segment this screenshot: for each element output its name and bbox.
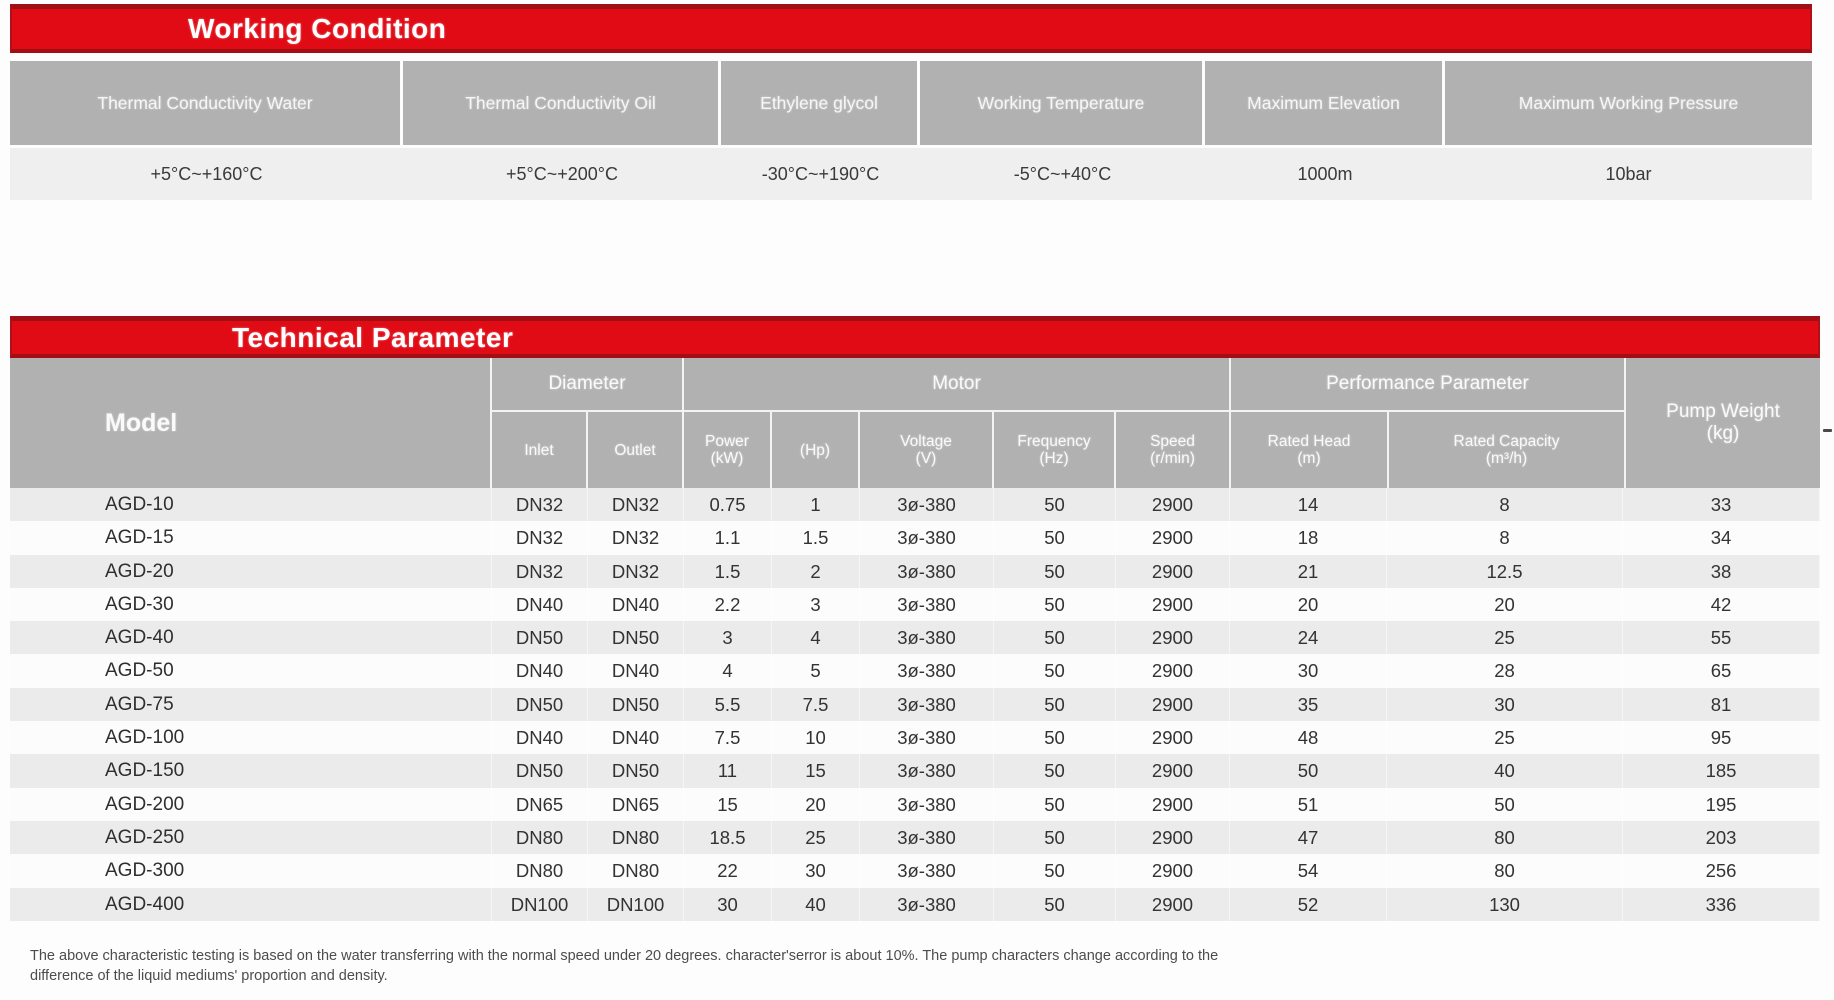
frequency_hz-cell: 50 bbox=[994, 821, 1116, 854]
rated_capacity_m3h-cell: 130 bbox=[1387, 888, 1623, 921]
rated_capacity_m3h-cell: 8 bbox=[1387, 488, 1623, 521]
rated_head_m-cell: 30 bbox=[1230, 654, 1387, 687]
outlet-cell: DN50 bbox=[588, 688, 684, 721]
speed_rpm-cell: 2900 bbox=[1116, 821, 1230, 854]
speed_rpm-cell: 2900 bbox=[1116, 488, 1230, 521]
diameter-group bbox=[492, 358, 682, 488]
technical-parameter-title: Technical Parameter bbox=[10, 316, 1820, 358]
rated_head_m-cell: 48 bbox=[1230, 721, 1387, 754]
power_kw-cell: 5.5 bbox=[684, 688, 772, 721]
pump_weight_kg-cell: 65 bbox=[1623, 654, 1820, 687]
wc-column-header: Ethylene glycol bbox=[721, 61, 917, 145]
power_kw-cell: 22 bbox=[684, 854, 772, 887]
table-row-AGD-10 bbox=[10, 488, 1820, 521]
speed_rpm-cell: 2900 bbox=[1116, 521, 1230, 554]
voltage-column-header: Voltage (V) bbox=[900, 433, 952, 467]
frequency-column-header: Frequency (Hz) bbox=[1017, 433, 1091, 467]
model-cell: AGD-40 bbox=[10, 621, 492, 654]
outlet-column-header: Outlet bbox=[614, 441, 656, 459]
working-condition-title: Working Condition bbox=[10, 4, 1812, 53]
hp-cell: 4 bbox=[772, 621, 860, 654]
model-column-header: Model bbox=[105, 408, 178, 437]
frequency_hz-cell: 50 bbox=[994, 488, 1116, 521]
model-cell: AGD-300 bbox=[10, 854, 492, 887]
speed_rpm-cell: 2900 bbox=[1116, 854, 1230, 887]
speed_rpm-cell: 2900 bbox=[1116, 588, 1230, 621]
table-row-AGD-50 bbox=[10, 654, 1820, 687]
rated_capacity_m3h-cell: 28 bbox=[1387, 654, 1623, 687]
voltage_v-cell: 3ø-380 bbox=[860, 621, 994, 654]
power_kw-cell: 30 bbox=[684, 888, 772, 921]
rated_capacity_m3h-cell: 25 bbox=[1387, 721, 1623, 754]
power_kw-cell: 15 bbox=[684, 788, 772, 821]
frequency_hz-cell: 50 bbox=[994, 555, 1116, 588]
wc-value-cell: -5°C~+40°C bbox=[1013, 163, 1112, 184]
hp-cell: 15 bbox=[772, 754, 860, 787]
inlet-cell: DN40 bbox=[492, 721, 588, 754]
technical-parameter-table bbox=[10, 316, 1820, 921]
voltage_v-cell: 3ø-380 bbox=[860, 821, 994, 854]
pump_weight_kg-cell: 38 bbox=[1623, 555, 1820, 588]
power_kw-cell: 18.5 bbox=[684, 821, 772, 854]
footnote bbox=[30, 946, 1430, 986]
rated_capacity_m3h-cell: 20 bbox=[1387, 588, 1623, 621]
motor-group bbox=[684, 358, 1229, 488]
rated_head_m-cell: 20 bbox=[1230, 588, 1387, 621]
wc-column-header: Thermal Conductivity Oil bbox=[403, 61, 718, 145]
inlet-cell: DN40 bbox=[492, 654, 588, 687]
wc-value-cell: 1000m bbox=[1297, 163, 1353, 184]
wc-value-cell: +5°C~+200°C bbox=[506, 163, 618, 184]
table-row-AGD-30 bbox=[10, 588, 1820, 621]
hp-column-header: (Hp) bbox=[799, 441, 831, 459]
rated_head_m-cell: 35 bbox=[1230, 688, 1387, 721]
model-cell: AGD-15 bbox=[10, 521, 492, 554]
rated_capacity_m3h-cell: 8 bbox=[1387, 521, 1623, 554]
scan-artifact-dash bbox=[1823, 429, 1832, 432]
outlet-cell: DN32 bbox=[588, 521, 684, 554]
technical-parameter-header bbox=[10, 358, 1820, 488]
inlet-cell: DN32 bbox=[492, 488, 588, 521]
working-condition-header-row bbox=[10, 61, 1812, 145]
voltage_v-cell: 3ø-380 bbox=[860, 688, 994, 721]
table-row-AGD-40 bbox=[10, 621, 1820, 654]
rated-capacity-column-header: Rated Capacity (m³/h) bbox=[1453, 433, 1560, 467]
model-cell: AGD-50 bbox=[10, 654, 492, 687]
model-cell: AGD-400 bbox=[10, 888, 492, 921]
pump_weight_kg-cell: 203 bbox=[1623, 821, 1820, 854]
speed_rpm-cell: 2900 bbox=[1116, 555, 1230, 588]
rated_head_m-cell: 54 bbox=[1230, 854, 1387, 887]
model-cell: AGD-30 bbox=[10, 588, 492, 621]
technical-rows bbox=[10, 488, 1820, 921]
pump-weight-column-header: Pump Weight (kg) bbox=[1666, 401, 1780, 444]
voltage_v-cell: 3ø-380 bbox=[860, 521, 994, 554]
frequency_hz-cell: 50 bbox=[994, 788, 1116, 821]
voltage_v-cell: 3ø-380 bbox=[860, 555, 994, 588]
power_kw-cell: 3 bbox=[684, 621, 772, 654]
footnote-line-1: The above characteristic testing is based on the water transferring with the normal speed under 20 degrees. character'serror is about 10%. The pump characters change according to the bbox=[30, 948, 1219, 964]
outlet-cell: DN80 bbox=[588, 821, 684, 854]
rated_capacity_m3h-cell: 80 bbox=[1387, 821, 1623, 854]
inlet-column-header: Inlet bbox=[524, 441, 554, 459]
voltage_v-cell: 3ø-380 bbox=[860, 654, 994, 687]
table-row-AGD-150 bbox=[10, 754, 1820, 787]
pump_weight_kg-cell: 185 bbox=[1623, 754, 1820, 787]
rated_head_m-cell: 47 bbox=[1230, 821, 1387, 854]
table-row-AGD-250 bbox=[10, 821, 1820, 854]
pump_weight_kg-cell: 95 bbox=[1623, 721, 1820, 754]
outlet-cell: DN32 bbox=[588, 555, 684, 588]
hp-cell: 10 bbox=[772, 721, 860, 754]
rated_head_m-cell: 24 bbox=[1230, 621, 1387, 654]
frequency_hz-cell: 50 bbox=[994, 854, 1116, 887]
performance-group-label: Performance Parameter bbox=[1231, 358, 1624, 412]
rated_capacity_m3h-cell: 30 bbox=[1387, 688, 1623, 721]
inlet-cell: DN65 bbox=[492, 788, 588, 821]
speed_rpm-cell: 2900 bbox=[1116, 888, 1230, 921]
outlet-cell: DN80 bbox=[588, 854, 684, 887]
hp-cell: 40 bbox=[772, 888, 860, 921]
hp-cell: 2 bbox=[772, 555, 860, 588]
rated_capacity_m3h-cell: 50 bbox=[1387, 788, 1623, 821]
model-cell: AGD-20 bbox=[10, 555, 492, 588]
rated_head_m-cell: 14 bbox=[1230, 488, 1387, 521]
table-row-AGD-20 bbox=[10, 555, 1820, 588]
frequency_hz-cell: 50 bbox=[994, 588, 1116, 621]
power_kw-cell: 0.75 bbox=[684, 488, 772, 521]
power_kw-cell: 1.5 bbox=[684, 555, 772, 588]
outlet-cell: DN50 bbox=[588, 621, 684, 654]
inlet-cell: DN32 bbox=[492, 555, 588, 588]
outlet-cell: DN65 bbox=[588, 788, 684, 821]
outlet-cell: DN32 bbox=[588, 488, 684, 521]
speed_rpm-cell: 2900 bbox=[1116, 621, 1230, 654]
voltage_v-cell: 3ø-380 bbox=[860, 854, 994, 887]
inlet-cell: DN80 bbox=[492, 854, 588, 887]
speed_rpm-cell: 2900 bbox=[1116, 754, 1230, 787]
footnote-line-2: difference of the liquid mediums' proportion and density. bbox=[30, 968, 388, 984]
wc-column-header: Maximum Working Pressure bbox=[1445, 61, 1812, 145]
voltage_v-cell: 3ø-380 bbox=[860, 488, 994, 521]
inlet-cell: DN50 bbox=[492, 688, 588, 721]
outlet-cell: DN40 bbox=[588, 588, 684, 621]
motor-group-label: Motor bbox=[684, 358, 1229, 412]
voltage_v-cell: 3ø-380 bbox=[860, 788, 994, 821]
power_kw-cell: 2.2 bbox=[684, 588, 772, 621]
diameter-group-label: Diameter bbox=[492, 358, 682, 412]
outlet-cell: DN40 bbox=[588, 654, 684, 687]
model-cell: AGD-10 bbox=[10, 488, 492, 521]
pump_weight_kg-cell: 42 bbox=[1623, 588, 1820, 621]
speed_rpm-cell: 2900 bbox=[1116, 721, 1230, 754]
inlet-cell: DN32 bbox=[492, 521, 588, 554]
power_kw-cell: 7.5 bbox=[684, 721, 772, 754]
power_kw-cell: 4 bbox=[684, 654, 772, 687]
speed_rpm-cell: 2900 bbox=[1116, 688, 1230, 721]
power-column-header: Power (kW) bbox=[705, 433, 749, 467]
model-cell: AGD-75 bbox=[10, 688, 492, 721]
speed-column-header: Speed (r/min) bbox=[1150, 433, 1195, 467]
working-condition-table bbox=[10, 4, 1812, 200]
inlet-cell: DN80 bbox=[492, 821, 588, 854]
hp-cell: 5 bbox=[772, 654, 860, 687]
hp-cell: 7.5 bbox=[772, 688, 860, 721]
table-row-AGD-400 bbox=[10, 888, 1820, 921]
table-row-AGD-15 bbox=[10, 521, 1820, 554]
hp-cell: 25 bbox=[772, 821, 860, 854]
wc-value-cell: -30°C~+190°C bbox=[761, 163, 880, 184]
pump_weight_kg-cell: 81 bbox=[1623, 688, 1820, 721]
hp-cell: 1 bbox=[772, 488, 860, 521]
rated_head_m-cell: 51 bbox=[1230, 788, 1387, 821]
speed_rpm-cell: 2900 bbox=[1116, 654, 1230, 687]
wc-column-header: Maximum Elevation bbox=[1205, 61, 1442, 145]
working-condition-values-row bbox=[10, 148, 1812, 200]
rated_capacity_m3h-cell: 25 bbox=[1387, 621, 1623, 654]
frequency_hz-cell: 50 bbox=[994, 754, 1116, 787]
hp-cell: 30 bbox=[772, 854, 860, 887]
performance-group bbox=[1231, 358, 1624, 488]
frequency_hz-cell: 50 bbox=[994, 521, 1116, 554]
frequency_hz-cell: 50 bbox=[994, 888, 1116, 921]
rated_head_m-cell: 50 bbox=[1230, 754, 1387, 787]
frequency_hz-cell: 50 bbox=[994, 688, 1116, 721]
outlet-cell: DN50 bbox=[588, 754, 684, 787]
wc-value-cell: 10bar bbox=[1605, 163, 1652, 184]
frequency_hz-cell: 50 bbox=[994, 654, 1116, 687]
table-row-AGD-300 bbox=[10, 854, 1820, 887]
rated_capacity_m3h-cell: 12.5 bbox=[1387, 555, 1623, 588]
hp-cell: 1.5 bbox=[772, 521, 860, 554]
pump_weight_kg-cell: 55 bbox=[1623, 621, 1820, 654]
voltage_v-cell: 3ø-380 bbox=[860, 588, 994, 621]
model-cell: AGD-250 bbox=[10, 821, 492, 854]
speed_rpm-cell: 2900 bbox=[1116, 788, 1230, 821]
rated_head_m-cell: 52 bbox=[1230, 888, 1387, 921]
outlet-cell: DN40 bbox=[588, 721, 684, 754]
frequency_hz-cell: 50 bbox=[994, 621, 1116, 654]
pump_weight_kg-cell: 195 bbox=[1623, 788, 1820, 821]
inlet-cell: DN40 bbox=[492, 588, 588, 621]
rated_head_m-cell: 18 bbox=[1230, 521, 1387, 554]
inlet-cell: DN50 bbox=[492, 754, 588, 787]
rated_head_m-cell: 21 bbox=[1230, 555, 1387, 588]
model-cell: AGD-150 bbox=[10, 754, 492, 787]
table-row-AGD-75 bbox=[10, 688, 1820, 721]
inlet-cell: DN100 bbox=[492, 888, 588, 921]
pump_weight_kg-cell: 256 bbox=[1623, 854, 1820, 887]
voltage_v-cell: 3ø-380 bbox=[860, 721, 994, 754]
rated-head-column-header: Rated Head (m) bbox=[1267, 433, 1351, 467]
pump_weight_kg-cell: 336 bbox=[1623, 888, 1820, 921]
table-row-AGD-200 bbox=[10, 788, 1820, 821]
power_kw-cell: 11 bbox=[684, 754, 772, 787]
pump_weight_kg-cell: 33 bbox=[1623, 488, 1820, 521]
voltage_v-cell: 3ø-380 bbox=[860, 754, 994, 787]
wc-column-header: Thermal Conductivity Water bbox=[10, 61, 400, 145]
hp-cell: 20 bbox=[772, 788, 860, 821]
power_kw-cell: 1.1 bbox=[684, 521, 772, 554]
voltage_v-cell: 3ø-380 bbox=[860, 888, 994, 921]
model-cell: AGD-100 bbox=[10, 721, 492, 754]
table-row-AGD-100 bbox=[10, 721, 1820, 754]
rated_capacity_m3h-cell: 80 bbox=[1387, 854, 1623, 887]
wc-value-cell: +5°C~+160°C bbox=[150, 163, 263, 184]
wc-column-header: Working Temperature bbox=[920, 61, 1202, 145]
inlet-cell: DN50 bbox=[492, 621, 588, 654]
hp-cell: 3 bbox=[772, 588, 860, 621]
rated_capacity_m3h-cell: 40 bbox=[1387, 754, 1623, 787]
pump_weight_kg-cell: 34 bbox=[1623, 521, 1820, 554]
model-cell: AGD-200 bbox=[10, 788, 492, 821]
outlet-cell: DN100 bbox=[588, 888, 684, 921]
frequency_hz-cell: 50 bbox=[994, 721, 1116, 754]
